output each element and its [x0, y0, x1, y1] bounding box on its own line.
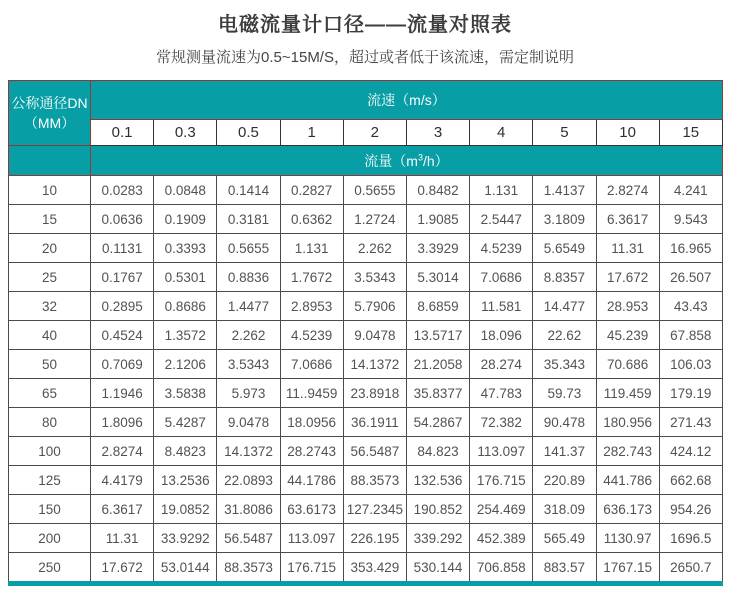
- flow-value-cell: 2.1206: [154, 350, 217, 379]
- flow-value-cell: 3.5343: [217, 350, 280, 379]
- flow-value-cell: 9.0478: [217, 408, 280, 437]
- flow-value-cell: 127.2345: [343, 495, 406, 524]
- dn-value-cell: 150: [9, 495, 91, 524]
- page-title: 电磁流量计口径——流量对照表: [218, 14, 512, 36]
- flow-comparison-table: [8, 80, 723, 586]
- velocity-values-row: [9, 120, 723, 146]
- flow-value-cell: 17.672: [596, 263, 659, 292]
- table-row: [9, 263, 723, 292]
- dn-value-cell: 125: [9, 466, 91, 495]
- flow-value-cell: 441.786: [596, 466, 659, 495]
- flow-value-cell: 5.6549: [533, 234, 596, 263]
- flow-value-cell: 33.9292: [154, 524, 217, 553]
- flow-value-cell: 530.144: [406, 553, 469, 584]
- flow-value-cell: 88.3573: [217, 553, 280, 584]
- flow-value-cell: 47.783: [470, 379, 533, 408]
- flow-value-cell: 0.2895: [91, 292, 154, 321]
- flow-value-cell: 16.965: [659, 234, 722, 263]
- flow-value-cell: 11.31: [91, 524, 154, 553]
- flow-value-cell: 113.097: [280, 524, 343, 553]
- flow-value-cell: 2650.7: [659, 553, 722, 584]
- flow-value-cell: 0.8482: [406, 176, 469, 205]
- header-row-velocity: [9, 81, 723, 120]
- flow-value-cell: 106.03: [659, 350, 722, 379]
- flow-value-cell: 636.173: [596, 495, 659, 524]
- table-row: [9, 379, 723, 408]
- flow-value-cell: 44.1786: [280, 466, 343, 495]
- flow-value-cell: 21.2058: [406, 350, 469, 379]
- table-row: [9, 234, 723, 263]
- flow-value-cell: 1.8096: [91, 408, 154, 437]
- flow-value-cell: 26.507: [659, 263, 722, 292]
- flow-value-cell: 1.3572: [154, 321, 217, 350]
- dn-value-cell: 40: [9, 321, 91, 350]
- flow-value-cell: 11.581: [470, 292, 533, 321]
- flow-value-cell: 565.49: [533, 524, 596, 553]
- flow-value-cell: 7.0686: [470, 263, 533, 292]
- flow-value-cell: 0.2827: [280, 176, 343, 205]
- table-row: [9, 176, 723, 205]
- flow-value-cell: 1.131: [470, 176, 533, 205]
- flow-value-cell: 4.4179: [91, 466, 154, 495]
- velocity-value-cell: 2: [343, 120, 406, 146]
- flow-value-cell: 84.823: [406, 437, 469, 466]
- velocity-value-cell: 4: [470, 120, 533, 146]
- flow-value-cell: 4.5239: [280, 321, 343, 350]
- flow-value-cell: 88.3573: [343, 466, 406, 495]
- dn-value-cell: 200: [9, 524, 91, 553]
- flow-value-cell: 14.1372: [217, 437, 280, 466]
- flow-value-cell: 0.1767: [91, 263, 154, 292]
- flow-value-cell: 1.1946: [91, 379, 154, 408]
- flow-value-cell: 0.5655: [217, 234, 280, 263]
- flow-value-cell: 0.4524: [91, 321, 154, 350]
- flow-value-cell: 226.195: [343, 524, 406, 553]
- flow-value-cell: 6.3617: [91, 495, 154, 524]
- header-row-flow: [9, 146, 723, 176]
- table-row: [9, 205, 723, 234]
- flow-value-cell: 5.4287: [154, 408, 217, 437]
- dn-value-cell: 250: [9, 553, 91, 584]
- dn-value-cell: 10: [9, 176, 91, 205]
- flow-value-cell: 954.26: [659, 495, 722, 524]
- table-row: [9, 350, 723, 379]
- flow-value-cell: 54.2867: [406, 408, 469, 437]
- velocity-value-cell: 10: [596, 120, 659, 146]
- page-subtitle: 常规测量流速为0.5~15M/S，超过或者低于该流速，需定制说明: [156, 49, 574, 66]
- dn-value-cell: 15: [9, 205, 91, 234]
- flow-value-cell: 1696.5: [659, 524, 722, 553]
- flow-value-cell: 28.953: [596, 292, 659, 321]
- flow-value-cell: 1.9085: [406, 205, 469, 234]
- dn-header-line2: （MM）: [23, 115, 76, 131]
- velocity-value-cell: 0.1: [91, 120, 154, 146]
- dn-value-cell: 65: [9, 379, 91, 408]
- flow-value-cell: 113.097: [470, 437, 533, 466]
- table-row: [9, 321, 723, 350]
- flow-value-cell: 4.5239: [470, 234, 533, 263]
- flow-value-cell: 23.8918: [343, 379, 406, 408]
- flow-value-cell: 0.0848: [154, 176, 217, 205]
- flow-value-cell: 70.686: [596, 350, 659, 379]
- flow-value-cell: 119.459: [596, 379, 659, 408]
- flow-value-cell: 883.57: [533, 553, 596, 584]
- flow-value-cell: 1767.15: [596, 553, 659, 584]
- dn-value-cell: 25: [9, 263, 91, 292]
- flow-value-cell: 132.536: [406, 466, 469, 495]
- flow-value-cell: 1.131: [280, 234, 343, 263]
- dn-value-cell: 50: [9, 350, 91, 379]
- page: [0, 8, 730, 586]
- flow-value-cell: 8.8357: [533, 263, 596, 292]
- flow-value-cell: 0.5301: [154, 263, 217, 292]
- flow-value-cell: 13.2536: [154, 466, 217, 495]
- flow-value-cell: 53.0144: [154, 553, 217, 584]
- flow-value-cell: 2.8953: [280, 292, 343, 321]
- flow-value-cell: 1.7672: [280, 263, 343, 292]
- flow-value-cell: 0.1909: [154, 205, 217, 234]
- velocity-value-cell: 1: [280, 120, 343, 146]
- flow-value-cell: 3.1809: [533, 205, 596, 234]
- flow-value-cell: 0.3393: [154, 234, 217, 263]
- flow-value-cell: 2.262: [343, 234, 406, 263]
- flow-value-cell: 662.68: [659, 466, 722, 495]
- table-row: [9, 408, 723, 437]
- flow-value-cell: 18.096: [470, 321, 533, 350]
- flow-header-spacer-cell: [9, 146, 91, 176]
- dn-header-line1: 公称通径DN: [11, 94, 88, 111]
- flow-value-cell: 63.6173: [280, 495, 343, 524]
- flow-value-cell: 3.3929: [406, 234, 469, 263]
- flow-value-cell: 2.262: [217, 321, 280, 350]
- flow-value-cell: 2.5447: [470, 205, 533, 234]
- flow-value-cell: 36.1911: [343, 408, 406, 437]
- flow-value-cell: 22.62: [533, 321, 596, 350]
- flow-value-cell: 1.4137: [533, 176, 596, 205]
- flow-value-cell: 14.1372: [343, 350, 406, 379]
- flow-value-cell: 22.0893: [217, 466, 280, 495]
- flow-value-cell: 353.429: [343, 553, 406, 584]
- flow-value-cell: 0.0636: [91, 205, 154, 234]
- flow-value-cell: 0.1414: [217, 176, 280, 205]
- table-row: [9, 466, 723, 495]
- velocity-value-cell: 3: [406, 120, 469, 146]
- flow-value-cell: 1.4477: [217, 292, 280, 321]
- flow-value-cell: 180.956: [596, 408, 659, 437]
- velocity-value-cell: 0.3: [154, 120, 217, 146]
- flow-value-cell: 271.43: [659, 408, 722, 437]
- flow-value-cell: 3.5343: [343, 263, 406, 292]
- flow-value-cell: 6.3617: [596, 205, 659, 234]
- flow-header-cell: 流量$(m^3/h)$: [91, 146, 723, 176]
- flow-value-cell: 43.43: [659, 292, 722, 321]
- flow-value-cell: 179.19: [659, 379, 722, 408]
- flow-value-cell: 72.382: [470, 408, 533, 437]
- flow-value-cell: 2.8274: [596, 176, 659, 205]
- flow-value-cell: 4.241: [659, 176, 722, 205]
- table-row: [9, 495, 723, 524]
- flow-value-cell: 0.7069: [91, 350, 154, 379]
- flow-value-cell: 318.09: [533, 495, 596, 524]
- flow-value-cell: 17.672: [91, 553, 154, 584]
- flow-value-cell: 19.0852: [154, 495, 217, 524]
- flow-value-cell: 67.858: [659, 321, 722, 350]
- flow-value-cell: 35.343: [533, 350, 596, 379]
- flow-value-cell: 176.715: [470, 466, 533, 495]
- velocity-value-cell: 5: [533, 120, 596, 146]
- flow-value-cell: 282.743: [596, 437, 659, 466]
- dn-header-cell: [9, 81, 91, 146]
- flow-value-cell: 0.5655: [343, 176, 406, 205]
- flow-value-cell: 9.0478: [343, 321, 406, 350]
- flow-value-cell: 14.477: [533, 292, 596, 321]
- flow-value-cell: 56.5487: [343, 437, 406, 466]
- flow-value-cell: 0.1131: [91, 234, 154, 263]
- flow-value-cell: 254.469: [470, 495, 533, 524]
- flow-value-cell: 424.12: [659, 437, 722, 466]
- flow-value-cell: 18.0956: [280, 408, 343, 437]
- flow-value-cell: 141.37: [533, 437, 596, 466]
- flow-value-cell: 45.239: [596, 321, 659, 350]
- flow-value-cell: 1130.97: [596, 524, 659, 553]
- flow-value-cell: 90.478: [533, 408, 596, 437]
- velocity-value-cell: 15: [659, 120, 722, 146]
- velocity-header-cell: 流速（m/s）: [91, 81, 723, 120]
- flow-value-cell: 1.2724: [343, 205, 406, 234]
- flow-value-cell: 8.6859: [406, 292, 469, 321]
- flow-value-cell: 3.5838: [154, 379, 217, 408]
- flow-value-cell: 13.5717: [406, 321, 469, 350]
- flow-value-cell: 28.274: [470, 350, 533, 379]
- dn-value-cell: 80: [9, 408, 91, 437]
- flow-value-cell: 28.2743: [280, 437, 343, 466]
- velocity-value-cell: 0.5: [217, 120, 280, 146]
- table-row: [9, 524, 723, 553]
- flow-value-cell: 5.3014: [406, 263, 469, 292]
- flow-value-cell: 2.8274: [91, 437, 154, 466]
- flow-value-cell: 0.8836: [217, 263, 280, 292]
- flow-value-cell: 452.389: [470, 524, 533, 553]
- table-body: [9, 176, 723, 584]
- dn-value-cell: 100: [9, 437, 91, 466]
- flow-value-cell: 0.8686: [154, 292, 217, 321]
- table-row: [9, 553, 723, 584]
- flow-value-cell: 220.89: [533, 466, 596, 495]
- flow-value-cell: 190.852: [406, 495, 469, 524]
- flow-value-cell: 7.0686: [280, 350, 343, 379]
- dn-value-cell: 32: [9, 292, 91, 321]
- flow-value-cell: 5.973: [217, 379, 280, 408]
- table-row: [9, 292, 723, 321]
- flow-value-cell: 706.858: [470, 553, 533, 584]
- flow-value-cell: 31.8086: [217, 495, 280, 524]
- flow-value-cell: 339.292: [406, 524, 469, 553]
- flow-value-cell: 11..9459: [280, 379, 343, 408]
- table-row: [9, 437, 723, 466]
- flow-value-cell: 11.31: [596, 234, 659, 263]
- flow-value-cell: 9.543: [659, 205, 722, 234]
- flow-value-cell: 35.8377: [406, 379, 469, 408]
- flow-value-cell: 0.3181: [217, 205, 280, 234]
- flow-value-cell: 176.715: [280, 553, 343, 584]
- dn-value-cell: 20: [9, 234, 91, 263]
- flow-value-cell: 59.73: [533, 379, 596, 408]
- flow-value-cell: 5.7906: [343, 292, 406, 321]
- flow-value-cell: 8.4823: [154, 437, 217, 466]
- flow-value-cell: 56.5487: [217, 524, 280, 553]
- flow-value-cell: 0.6362: [280, 205, 343, 234]
- flow-value-cell: 0.0283: [91, 176, 154, 205]
